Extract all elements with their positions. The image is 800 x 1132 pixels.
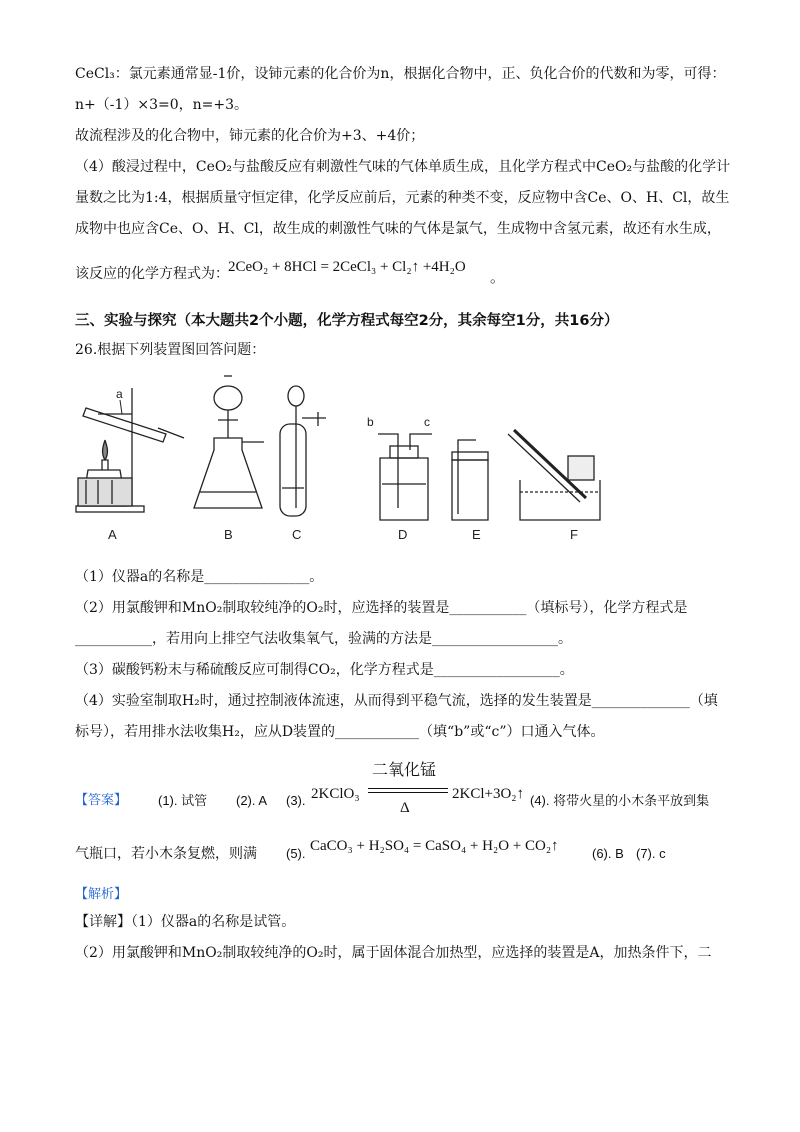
- answer-tag: 【答案】: [75, 792, 128, 807]
- answer-1: (1). 试管: [158, 793, 208, 808]
- reaction-bar-bottom: [368, 792, 448, 793]
- explain-line-4: （4）酸浸过程中，CeO₂与盐酸反应有刺激性气味的气体单质生成，且化学方程式中CeO₂与盐酸的化学计: [75, 159, 731, 175]
- analysis-tag: 【解析】: [75, 886, 128, 901]
- label-c: c: [424, 415, 430, 429]
- ceo2-equation: 2CeO₂ + 8HCl = 2CeCl₃ + Cl₂↑ +4H₂O: [228, 259, 466, 275]
- explain-line-5: 量数之比为1:4，根据质量守恒定律，化学反应前后，元素的种类不变，反应物中含Ce、O、H、Cl，故生: [75, 190, 730, 206]
- answer-7: (7). c: [636, 846, 666, 861]
- kclo3-reactant: 2KClO₃: [311, 786, 360, 802]
- apparatus-figure: [68, 368, 628, 548]
- explain-line-6: 成物中也应含Ce、O、H、Cl，故生成的刺激性气味的气体是氯气，生成物中含氢元素，故还有水生成，: [75, 221, 721, 237]
- reaction-bar-top: [368, 788, 448, 789]
- explain-line-2: n+（-1）×3=0，n=+3。: [75, 97, 249, 113]
- catalyst-label: 二氧化锰: [372, 762, 437, 779]
- question-2-line-1: （2）用氯酸钾和MnO₂制取较纯净的O₂时，应选择的装置是___________（填标号），化学方程式是: [75, 600, 688, 616]
- answer-6: (6). B: [592, 846, 624, 861]
- apparatus-label-D: D: [398, 527, 408, 542]
- answer-4-line-2: 气瓶口，若小木条复燃，则满: [75, 846, 257, 862]
- equation-period: 。: [490, 270, 506, 286]
- explain-line-1: CeCl₃：氯元素通常显-1价，设铈元素的化合价为n，根据化合物中，正、负化合价的代数和为零，可得：: [75, 66, 726, 82]
- apparatus-label-F: F: [570, 527, 578, 542]
- question-4-line-2: 标号），若用排水法收集H₂，应从D装置的____________（填“b”或“c”）口通入气体。: [75, 724, 605, 740]
- question-1: （1）仪器a的名称是_______________。: [75, 569, 324, 585]
- answer-5-label: (5).: [286, 846, 306, 861]
- kclo3-products: 2KCl+3O₂↑: [452, 786, 525, 802]
- label-a: a: [116, 387, 123, 401]
- question-2-line-2: ___________，若用向上排空气法收集氧气，验满的方法是__________________。: [75, 631, 572, 647]
- explain-line-3: 故流程涉及的化合物中，铈元素的化合价为+3、+4价；: [75, 128, 425, 144]
- caco3-equation: CaCO₃ + H₂SO₄ = CaSO₄ + H₂O + CO₂↑: [310, 838, 559, 854]
- section-3-heading: 三、实验与探究（本大题共2个小题，化学方程式每空2分，其余每空1分，共16分）: [75, 313, 619, 329]
- question-26-stem: 26.根据下列装置图回答问题：: [75, 342, 266, 358]
- heat-symbol: Δ: [400, 800, 410, 816]
- question-4-line-1: （4）实验室制取H₂时，通过控制液体流速，从而得到平稳气流，选择的发生装置是______________（填: [75, 693, 718, 709]
- question-3: （3）碳酸钙粉末与稀硫酸反应可制得CO₂，化学方程式是__________________。: [75, 662, 574, 678]
- detail-line-1: 【详解】（1）仪器a的名称是试管。: [75, 914, 296, 930]
- apparatus-label-E: E: [472, 527, 481, 542]
- answer-2: (2). A: [236, 793, 268, 808]
- apparatus-label-C: C: [292, 527, 302, 542]
- label-b: b: [367, 415, 374, 429]
- answer-4-line-1: (4). 将带火星的小木条平放到集: [530, 793, 710, 808]
- explain-line-7: 该反应的化学方程式为：: [75, 266, 229, 282]
- detail-line-2: （2）用氯酸钾和MnO₂制取较纯净的O₂时，属于固体混合加热型，应选择的装置是A，加热条件下，二: [75, 945, 712, 961]
- apparatus-label-A: A: [108, 527, 117, 542]
- answer-3-label: (3).: [286, 793, 306, 808]
- apparatus-label-B: B: [224, 527, 233, 542]
